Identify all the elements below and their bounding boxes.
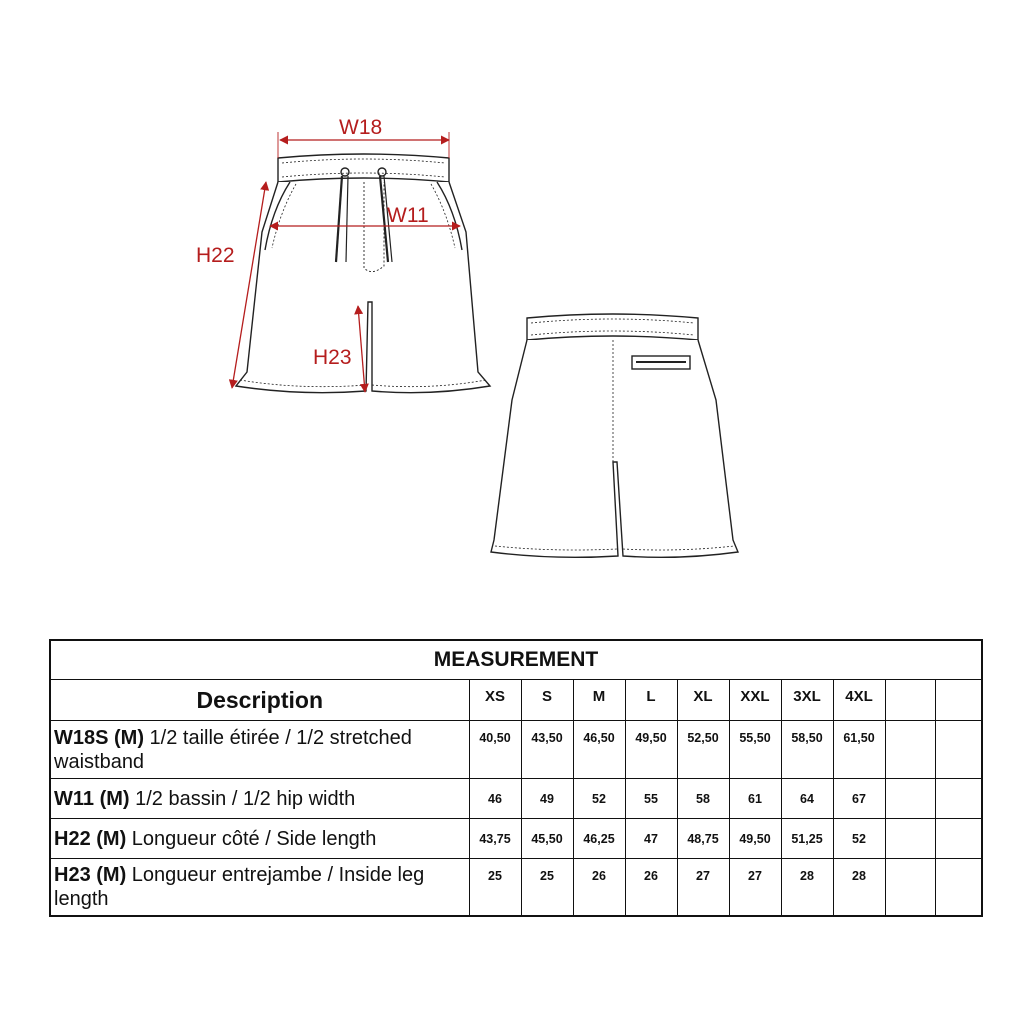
measurement-value: 67 <box>833 779 885 819</box>
measurement-value: 58 <box>677 779 729 819</box>
measurement-value: 43,50 <box>521 721 573 779</box>
measurement-value <box>885 721 935 779</box>
measurement-value: 28 <box>781 859 833 916</box>
measurement-value <box>885 819 935 859</box>
table-title: MEASUREMENT <box>50 640 982 680</box>
shorts-front-view <box>236 154 490 393</box>
measurement-value <box>935 859 982 916</box>
measurement-value: 58,50 <box>781 721 833 779</box>
measurement-value: 61,50 <box>833 721 885 779</box>
measurement-value <box>885 859 935 916</box>
measurement-value: 46 <box>469 779 521 819</box>
size-header: 4XL <box>833 680 885 721</box>
measurement-value: 28 <box>833 859 885 916</box>
measurement-code: W18S (M) <box>54 726 144 749</box>
measurement-value <box>935 819 982 859</box>
measurement-value: 47 <box>625 819 677 859</box>
measurement-value: 52,50 <box>677 721 729 779</box>
measurement-row <box>50 859 982 916</box>
measurement-description <box>50 819 469 859</box>
measurement-table <box>49 639 983 917</box>
measurement-value: 25 <box>469 859 521 916</box>
measurement-value <box>885 779 935 819</box>
measurement-code: H23 (M) <box>54 863 127 886</box>
measurement-description <box>50 779 469 819</box>
shorts-back-view <box>491 314 738 557</box>
header-row <box>50 680 982 721</box>
h23-label: H23 <box>313 346 352 369</box>
measurement-value: 49,50 <box>625 721 677 779</box>
w18-label: W18 <box>339 116 383 139</box>
size-header <box>935 680 982 721</box>
measurement-value: 61 <box>729 779 781 819</box>
measurement-value: 49 <box>521 779 573 819</box>
measurement-value: 52 <box>833 819 885 859</box>
measurement-value: 48,75 <box>677 819 729 859</box>
measurement-value: 52 <box>573 779 625 819</box>
size-header: 3XL <box>781 680 833 721</box>
measurement-text: Longueur entrejambe / Inside leg length <box>54 863 425 910</box>
measurement-value: 27 <box>729 859 781 916</box>
measurement-value: 43,75 <box>469 819 521 859</box>
measurement-value: 27 <box>677 859 729 916</box>
measurement-value: 25 <box>521 859 573 916</box>
measurement-value: 55 <box>625 779 677 819</box>
size-header: S <box>521 680 573 721</box>
size-header <box>885 680 935 721</box>
measurement-text: 1/2 bassin / 1/2 hip width <box>129 787 356 810</box>
measurement-value <box>935 779 982 819</box>
measurement-table-container <box>49 639 983 917</box>
size-header: XXL <box>729 680 781 721</box>
measurement-value: 26 <box>573 859 625 916</box>
measurement-value: 55,50 <box>729 721 781 779</box>
description-header: Description <box>50 680 469 721</box>
size-header: L <box>625 680 677 721</box>
measurement-description <box>50 859 469 916</box>
measurement-value: 51,25 <box>781 819 833 859</box>
size-header: M <box>573 680 625 721</box>
measurement-text: Longueur côté / Side length <box>126 827 377 850</box>
measurement-value: 40,50 <box>469 721 521 779</box>
measurement-value: 49,50 <box>729 819 781 859</box>
measurement-code: H22 (M) <box>54 827 127 850</box>
size-header: XS <box>469 680 521 721</box>
measurement-value: 45,50 <box>521 819 573 859</box>
measurement-description <box>50 721 469 779</box>
measurement-value: 26 <box>625 859 677 916</box>
measurement-value: 46,25 <box>573 819 625 859</box>
w11-label: W11 <box>387 204 429 227</box>
size-header: XL <box>677 680 729 721</box>
measurement-row <box>50 721 982 779</box>
measurement-code: W11 (M) <box>54 787 130 810</box>
measurement-row <box>50 779 982 819</box>
h22-label: H22 <box>196 244 235 267</box>
measurement-row <box>50 819 982 859</box>
measurement-value: 64 <box>781 779 833 819</box>
measurement-value <box>935 721 982 779</box>
measurement-text: 1/2 taille étirée / 1/2 stretched waistband <box>54 726 412 773</box>
measurement-value: 46,50 <box>573 721 625 779</box>
